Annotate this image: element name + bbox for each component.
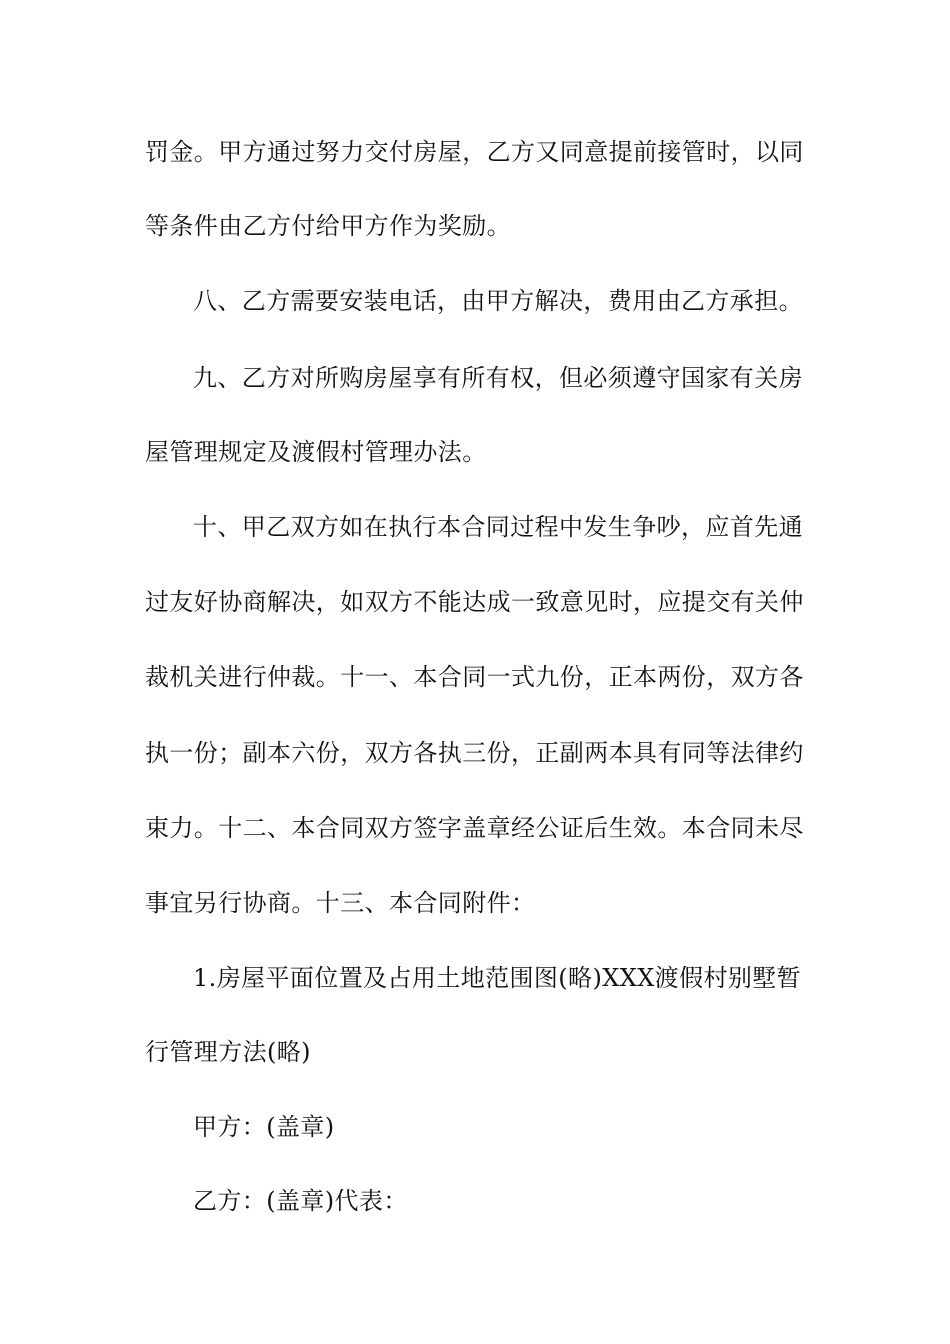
text-line: 过友好协商解决，如双方不能达成一致意见时，应提交有关仲 [145, 588, 804, 616]
text-line: 执一份；副本六份，双方各执三份，正副两本具有同等法律约 [145, 739, 804, 767]
text-line: 罚金。甲方通过努力交付房屋，乙方又同意提前接管时，以同 [145, 138, 804, 166]
text-line: 裁机关进行仲裁。十一、本合同一式九份，正本两份，双方各 [145, 663, 804, 691]
text-line: 甲方：(盖章) [193, 1113, 335, 1141]
text-line: 事宜另行协商。十三、本合同附件： [145, 889, 536, 917]
text-line: 屋管理规定及渡假村管理办法。 [145, 438, 487, 466]
text-line: 乙方：(盖章)代表： [193, 1187, 408, 1215]
text-line: 等条件由乙方付给甲方作为奖励。 [145, 212, 511, 240]
text-line: 行管理方法(略) [145, 1038, 311, 1066]
text-line: 九、乙方对所购房屋享有所有权，但必须遵守国家有关房 [193, 364, 803, 392]
text-line: 束力。十二、本合同双方签字盖章经公证后生效。本合同未尽 [145, 814, 804, 842]
text-line: 八、乙方需要安装电话，由甲方解决，费用由乙方承担。 [193, 287, 803, 315]
text-line: 十、甲乙双方如在执行本合同过程中发生争吵，应首先通 [193, 513, 803, 541]
text-line: 1.房屋平面位置及占用土地范围图(略)XXX渡假村别墅暂 [193, 964, 802, 992]
